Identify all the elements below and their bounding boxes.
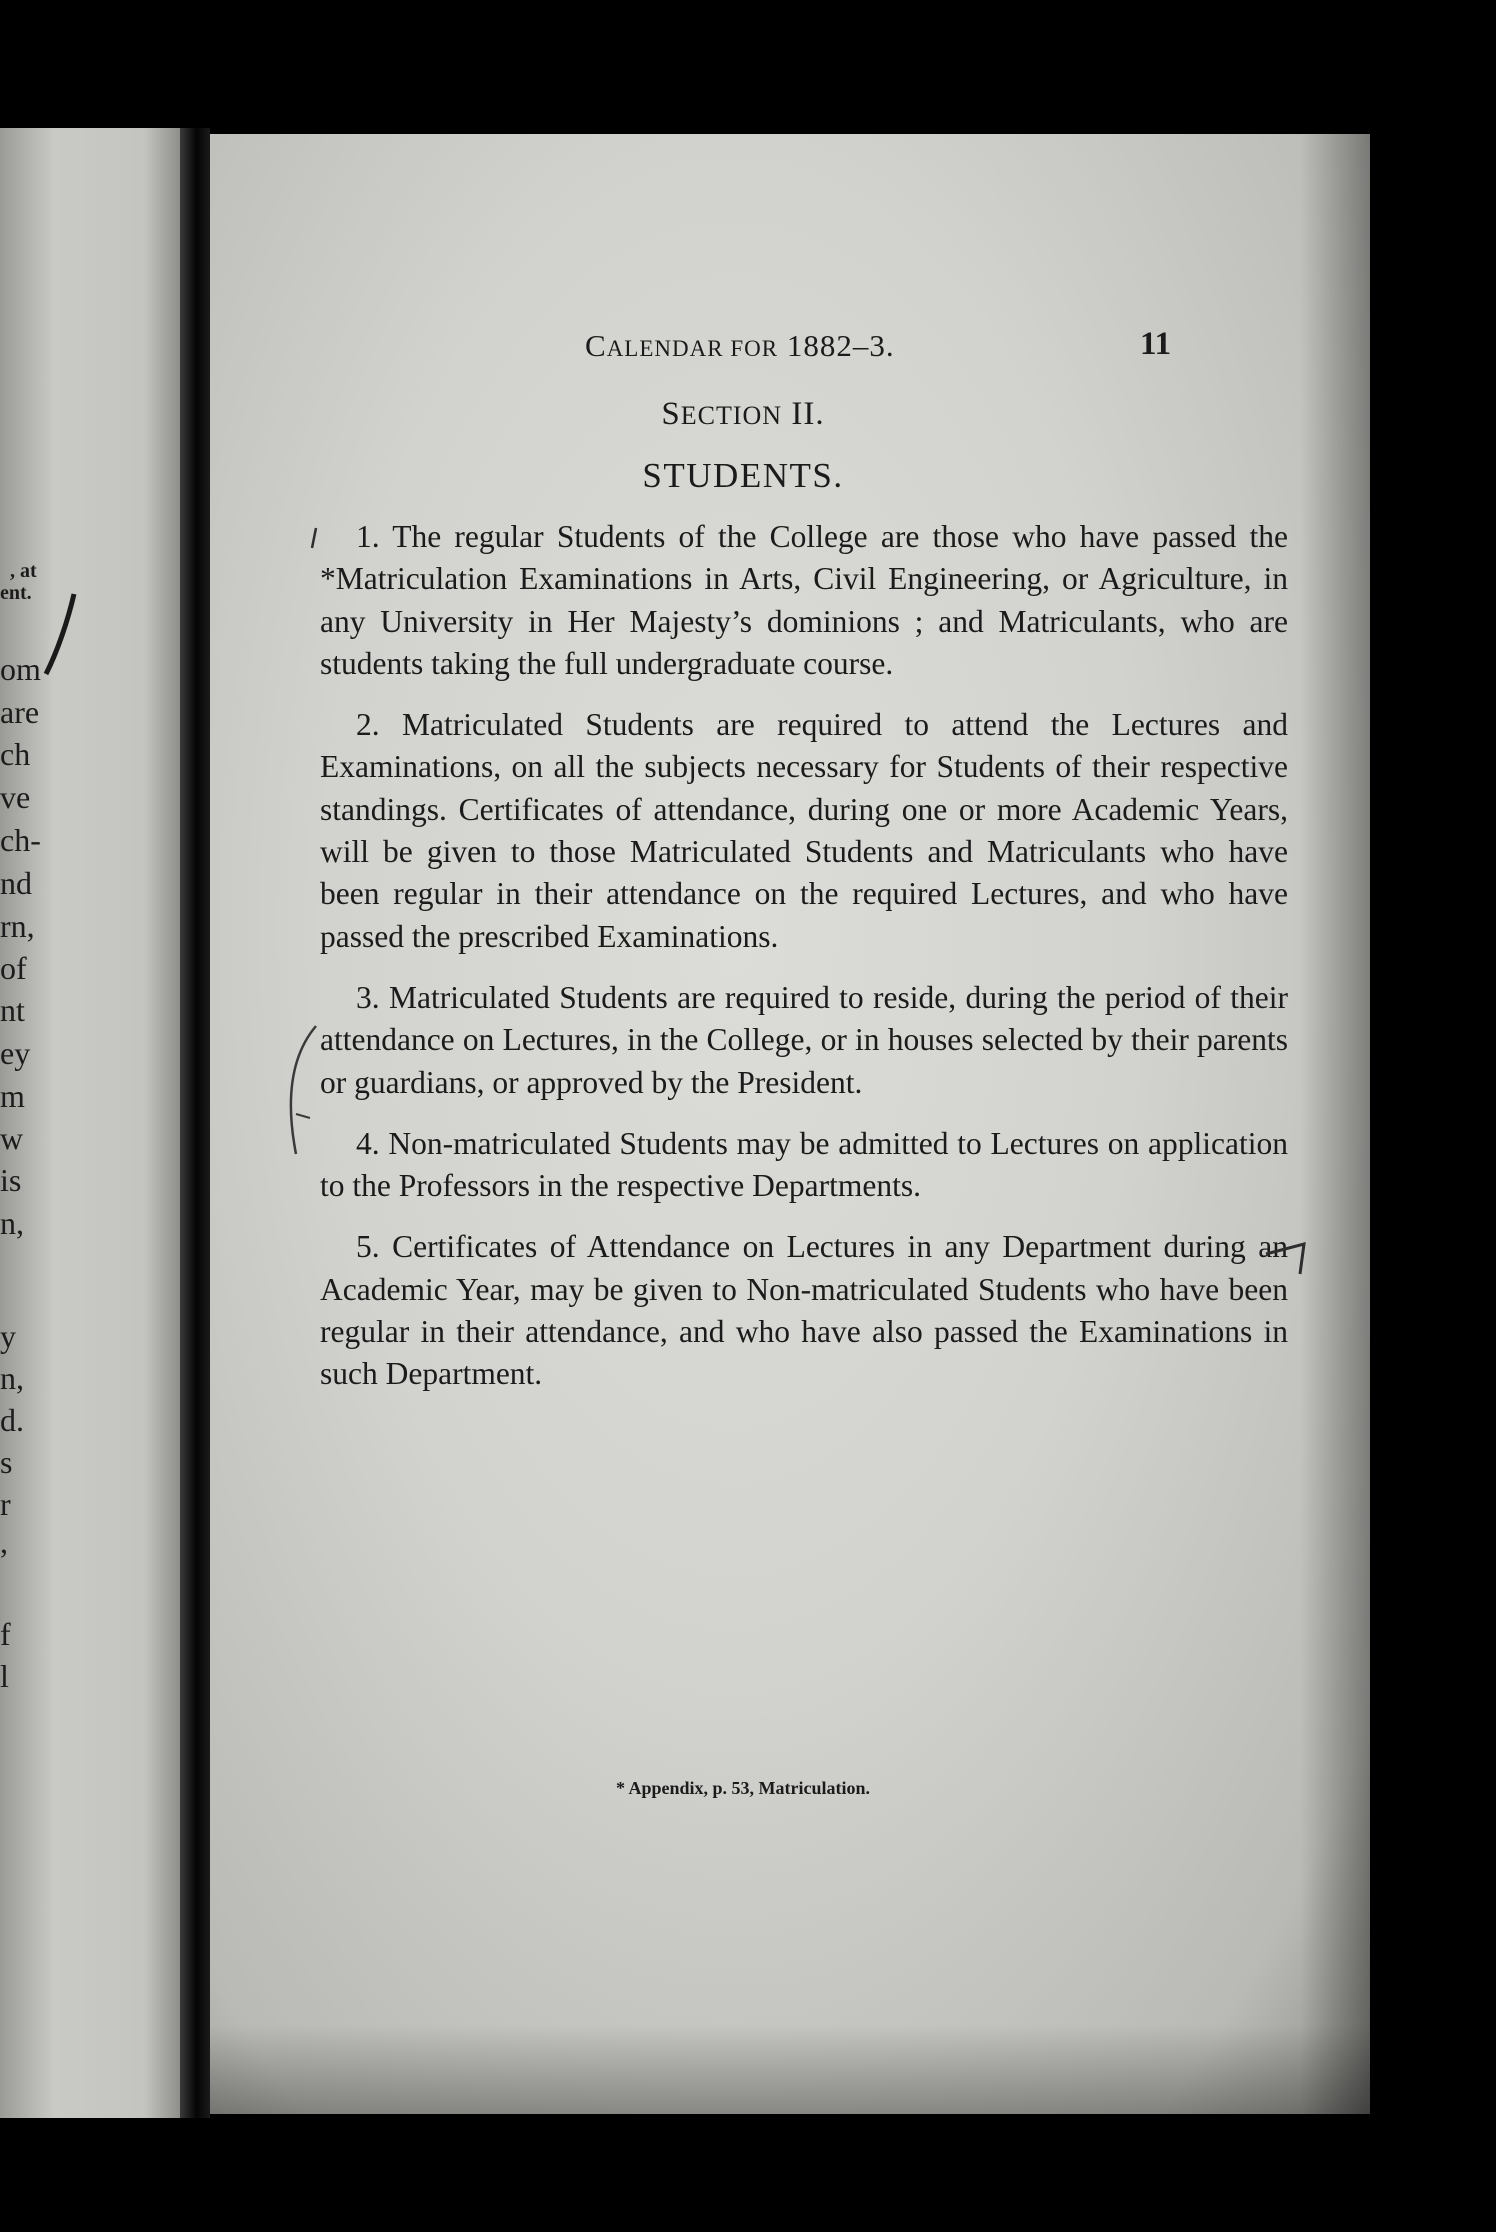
page-edge-shadow [1300,134,1370,2114]
previous-page-edge [0,128,180,2118]
previous-page-fragment: om [0,651,41,687]
running-head-title: ALENDAR FOR [606,336,779,361]
binding-gutter [180,128,210,2118]
previous-page-fragment: ve [0,779,31,815]
section-title [210,396,1276,433]
section-heading: STUDENTS. [642,456,844,495]
previous-page-fragment: is [0,1162,22,1198]
previous-page-fragment: nd [0,865,32,901]
running-head [585,328,895,364]
previous-page-fragment: d. [0,1402,24,1438]
page-bottom-shadow [210,2024,1370,2114]
previous-page-fragment: y [0,1318,16,1354]
previous-page-fragment: nt [0,992,25,1028]
section-title-numeral: II. [782,396,825,432]
previous-page-fragment: , at [10,560,37,582]
running-head-year: 1882–3. [778,328,895,363]
page [210,134,1370,2114]
previous-page-fragment: s [0,1444,13,1480]
previous-page-fragment: ey [0,1035,31,1071]
section-title-word: ECTION [680,401,783,430]
paragraph-2: 2. Matriculated Students are required to attend the Lectures and Examinations, on all the subjects necessary for Students of their respective standings. Certificates of attendance, during one or more Academic Years, will be given to those Matriculated Students and Matriculants who have been regular in their attendance on the required Lectures, and who have passed the prescribed Examinations. [320,707,1288,954]
page-number: 11 [1140,326,1172,362]
previous-page-fragment: ch- [0,822,41,858]
previous-page-fragment: of [0,950,27,986]
previous-page-fragment: m [0,1078,25,1114]
previous-page-fragment: are [0,694,40,730]
previous-page-fragment: f [0,1616,11,1652]
previous-page-fragment: n, [0,1360,24,1396]
body-text [320,516,1288,1415]
previous-page-fragment: ent. [0,582,32,604]
footnote: * Appendix, p. 53, Matriculation. [615,1778,871,1798]
previous-page-fragment: rn, [0,908,35,944]
previous-page-fragment: , [0,1524,8,1560]
paragraph-3: 3. Matriculated Students are required to reside, during the period of their attendance on Lectures, in the College, or in houses selected by their parents or guardians, or approved by the President. [320,979,1288,1100]
paragraph-4: 4. Non-matriculated Students may be admitted to Lectures on application to the Professors in the respective Departments. [320,1125,1288,1204]
previous-page-fragment: w [0,1120,24,1156]
previous-page-fragment: r [0,1486,11,1522]
previous-page-fragment: n, [0,1205,24,1241]
running-head-initial: C [585,328,607,363]
section-title-initial: S [661,396,681,432]
paragraph-1: 1. The regular Students of the College are those who have passed the *Matriculation Examinations in Arts, Civil Engineering, or Agriculture, in any University in Her Majesty’s dominions ; and Matriculants, who are students taking the full undergraduate course. [320,519,1288,681]
paragraph-5: 5. Certificates of Attendance on Lectures in any Department during an Academic Year, may be given to Non-matriculated Students who have been regular in their attendance, and who have also passed the Examinations in such Department. [320,1229,1288,1392]
previous-page-fragment: ch [0,736,31,772]
previous-page-fragment: l [0,1658,9,1694]
